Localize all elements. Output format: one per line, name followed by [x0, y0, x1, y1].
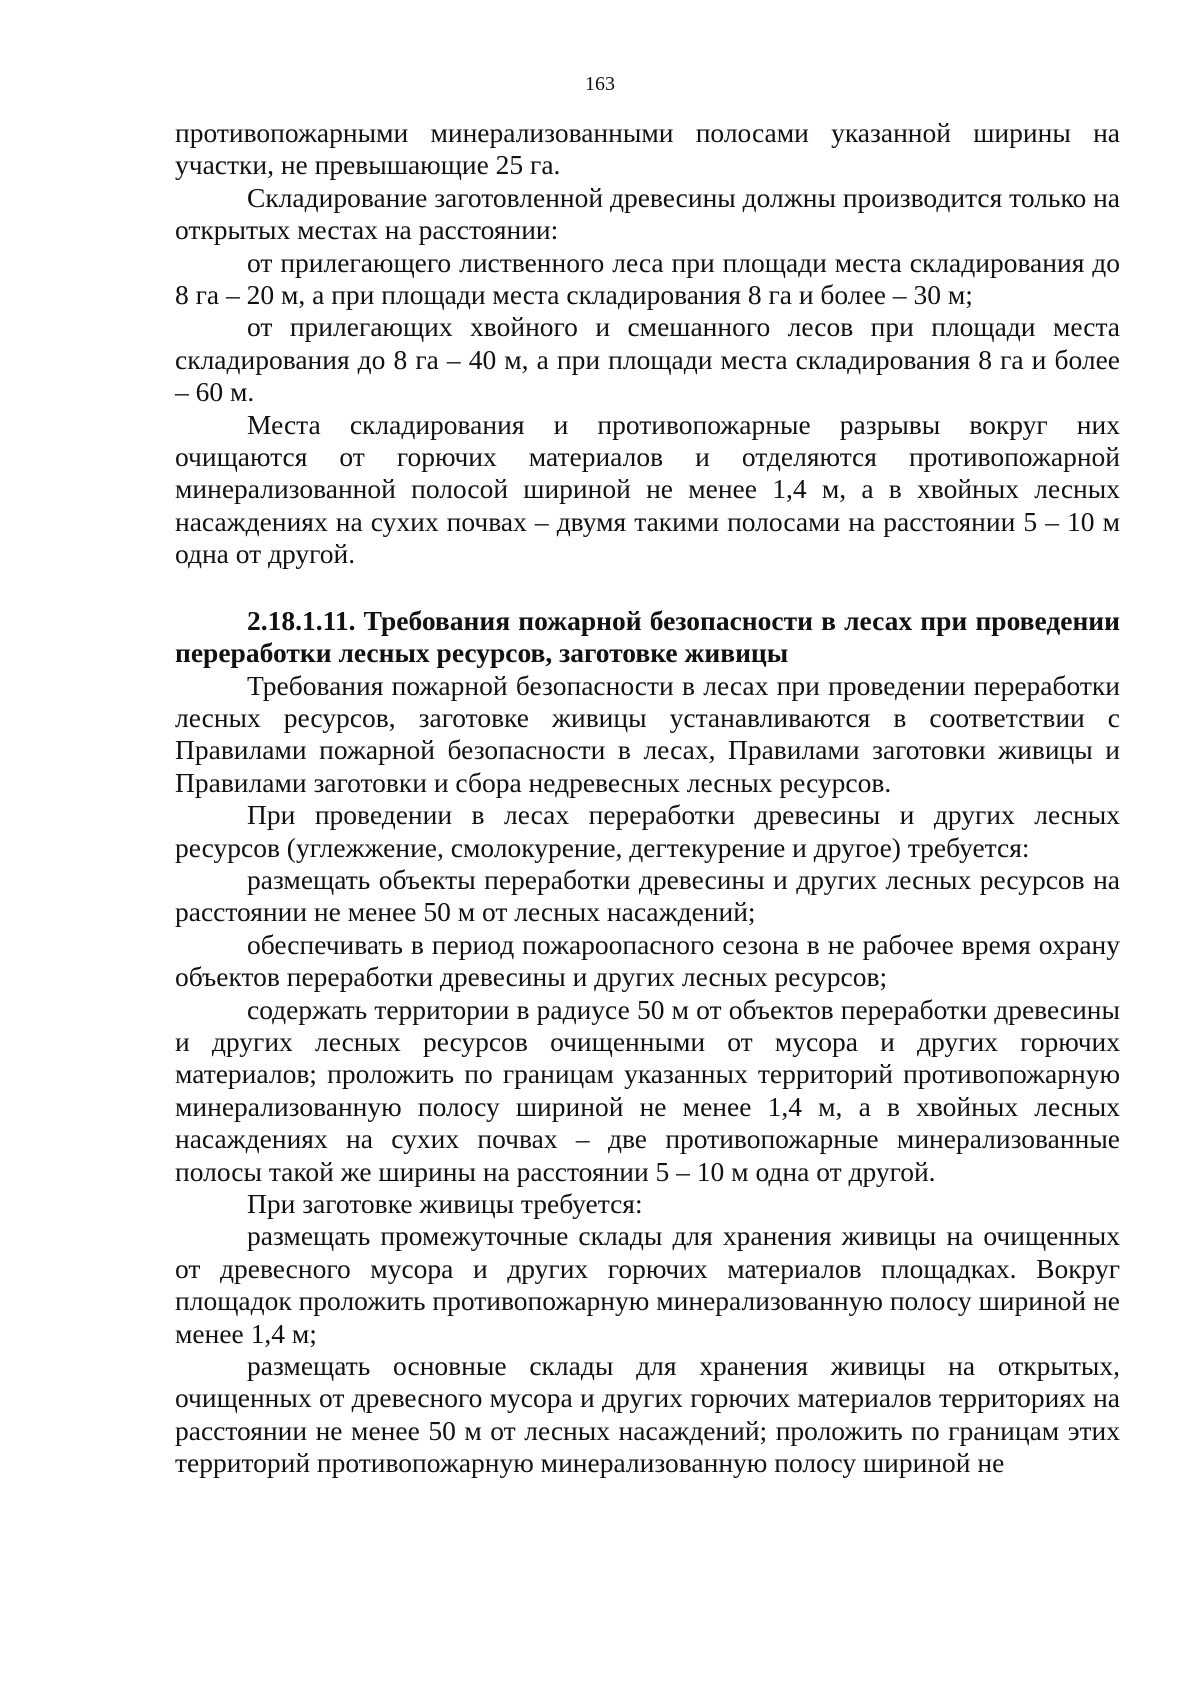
paragraph: противопожарными минерализованными полосами указанной ширины на участки, не превышающие 25 га.: [175, 117, 1120, 181]
paragraph: обеспечивать в период пожароопасного сезона в не рабочее время охрану объектов переработки древесины и других лесных ресурсов;: [175, 928, 1120, 993]
paragraph: размещать объекты переработки древесины и других лесных ресурсов на расстоянии не менее 50 м от лесных насаждений;: [175, 863, 1120, 928]
page-number: 163: [585, 73, 615, 95]
paragraph: При проведении в лесах переработки древесины и других лесных ресурсов (углежжение, смолокурение, дегтекурение и другое) требуется:: [175, 799, 1120, 863]
paragraph: Требования пожарной безопасности в лесах при проведении переработки лесных ресурсов, заготовке живицы устанавливаются в соответствии с Правилами пожарной безопасности в лесах, Правилами заготовки живицы и Правилами заготовки и сбора недревесных лесных ресурсов.: [175, 669, 1120, 798]
paragraph: от прилегающих хвойного и смешанного лесов при площади места складирования до 8 га – 40 м, а при площади места складирования 8 га и более – 60 м.: [175, 311, 1120, 408]
paragraph: размещать промежуточные склады для хранения живицы на очищенных от древесного мусора и других горючих материалов площадках. Вокруг площадок проложить противопожарную минерализованную полосу шириной не менее 1,4 м;: [175, 1220, 1120, 1349]
paragraph: При заготовке живицы требуется:: [247, 1188, 643, 1219]
paragraph: Складирование заготовленной древесины должны производится только на открытых местах на расстоянии:: [175, 181, 1120, 246]
paragraph: от прилегающего лиственного леса при площади места складирования до 8 га – 20 м, а при площади места складирования 8 га и более – 30 м;: [175, 246, 1120, 311]
document-body: [175, 117, 1120, 1480]
section-heading: 2.18.1.11. Требования пожарной безопасности в лесах при проведении переработки лесных ресурсов, заготовке живицы: [175, 604, 1120, 669]
paragraph: размещать основные склады для хранения живицы на открытых, очищенных от древесного мусора и других горючих материалов территориях на расстоянии не менее 50 м от лесных насаждений; проложить по границам этих территорий противопожарную минерализованную полосу шириной не: [175, 1350, 1120, 1479]
paragraph: Места складирования и противопожарные разрывы вокруг них очищаются от горючих материалов и отделяются противопожарной минерализованной полосой шириной не менее 1,4 м, а в хвойных лесных насаждениях на сухих почвах – двумя такими полосами на расстоянии 5 – 10 м одна от другой.: [175, 408, 1120, 570]
paragraph: содержать территории в радиусе 50 м от объектов переработки древесины и других лесных ресурсов очищенными от мусора и других горючих материалов; проложить по границам указанных территорий противопожарную минерализованную полосу шириной не менее 1,4 м, а в хвойных лесных насаждениях на сухих почвах – две противопожарные минерализованные полосы такой же ширины на расстоянии 5 – 10 м одна от другой.: [175, 993, 1120, 1187]
